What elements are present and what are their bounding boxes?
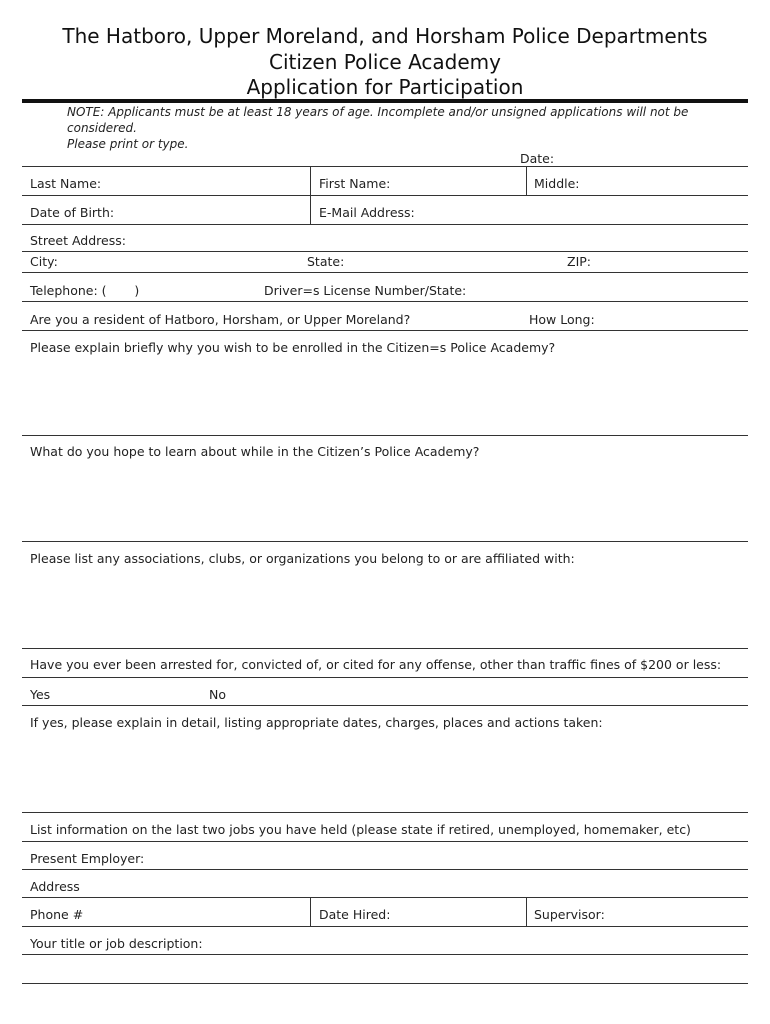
divider (526, 166, 527, 195)
how-long-label: How Long: (529, 312, 595, 327)
supervisor-label: Supervisor: (534, 907, 605, 922)
jobs-instruction: List information on the last two jobs you have held (please state if retired, unemployed, homemaker, etc) (30, 822, 691, 837)
form-title-line1: The Hatboro, Upper Moreland, and Horsham Police Departments (62, 24, 708, 48)
city-label: City: (30, 254, 58, 269)
divider (22, 251, 748, 252)
first-name-label: First Name: (319, 176, 391, 191)
date-hired-label: Date Hired: (319, 907, 391, 922)
form-title-line2: Citizen Police Academy (268, 50, 501, 74)
address-label: Address (30, 879, 80, 894)
divider (22, 435, 748, 436)
telephone-label: Telephone: ( ) (30, 283, 140, 298)
state-label: State: (307, 254, 345, 269)
divider (22, 812, 748, 813)
divider (22, 869, 748, 870)
explain-question: If yes, please explain in detail, listing appropriate dates, charges, places and actions taken: (30, 715, 603, 730)
note-line3: Please print or type. (67, 137, 189, 151)
divider (22, 195, 748, 196)
divider (526, 897, 527, 926)
divider (22, 841, 748, 842)
email-label: E-Mail Address: (319, 205, 415, 220)
divider (22, 926, 748, 927)
divider (22, 648, 748, 649)
form-title-line3: Application for Participation (246, 75, 524, 99)
divider (22, 705, 748, 706)
date-label: Date: (520, 151, 555, 166)
zip-label: ZIP: (567, 254, 591, 269)
note-line1: NOTE: Applicants must be at least 18 years of age. Incomplete and/or unsigned applications will not be (67, 105, 689, 119)
divider (22, 897, 748, 898)
associations-question: Please list any associations, clubs, or organizations you belong to or are affiliated with: (30, 551, 575, 566)
yes-option: Yes (30, 687, 51, 702)
note-line2: considered. (67, 121, 137, 135)
resident-question: Are you a resident of Hatboro, Horsham, or Upper Moreland? (30, 312, 411, 327)
divider (22, 224, 748, 225)
middle-label: Middle: (534, 176, 580, 191)
phone-label: Phone # (30, 907, 84, 922)
divider (310, 195, 311, 224)
arrested-question: Have you ever been arrested for, convicted of, or cited for any offense, other than traffic fines of $200 or less: (30, 657, 722, 672)
street-address-label: Street Address: (30, 233, 126, 248)
last-name-label: Last Name: (30, 176, 102, 191)
divider (310, 166, 311, 195)
dob-label: Date of Birth: (30, 205, 115, 220)
job-title-label: Your title or job description: (30, 936, 203, 951)
divider (22, 301, 748, 302)
divider (22, 541, 748, 542)
divider (22, 272, 748, 273)
why-enroll-question: Please explain briefly why you wish to be enrolled in the Citizen=s Police Academy? (30, 340, 556, 355)
drivers-license-label: Driver=s License Number/State: (264, 283, 467, 298)
header-rule (22, 99, 748, 103)
present-employer-label: Present Employer: (30, 851, 145, 866)
divider (22, 166, 748, 167)
divider (22, 954, 748, 955)
divider (22, 983, 748, 984)
no-option: No (209, 687, 226, 702)
divider (310, 897, 311, 926)
hope-learn-question: What do you hope to learn about while in the Citizen’s Police Academy? (30, 444, 480, 459)
divider (22, 677, 748, 678)
divider (22, 330, 748, 331)
